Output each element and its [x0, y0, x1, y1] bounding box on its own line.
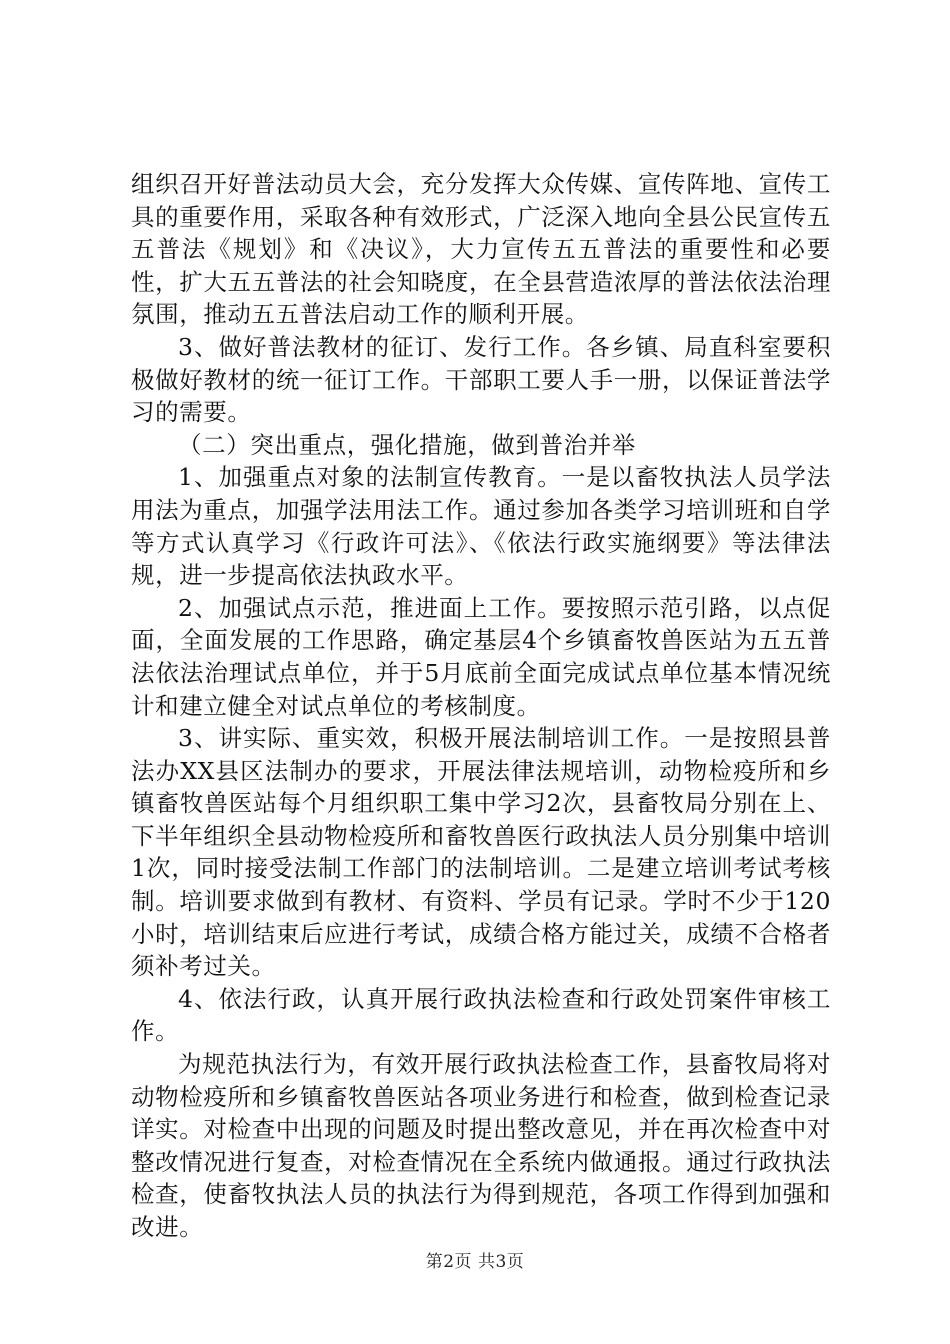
paragraph-inspection-details: 为规范执法行为，有效开展行政执法检查工作，县畜牧局将对动物检疫所和乡镇畜牧兽医站各项业务进行和检查，做到检查记录详实。对检查中出现的问题及时提出整改意见，并在再次检查中对整改情况进行复查，对检查情况在全系统内做通报。通过行政执法检查，使畜牧执法人员的执法行为得到规范，各项工作得到加强和改进。	[131, 1050, 831, 1241]
document-body	[131, 168, 831, 1244]
page-number-footer: 第2页 共3页	[425, 1252, 525, 1272]
paragraph-legal-training: 3、讲实际、重实效，积极开展法制培训工作。一是按照县普法办XX县区法制办的要求，开展法律法规培训，动物检疫所和乡镇畜牧兽医站每个月组织职工集中学习2次，县畜牧局分别在上、下半年组织全县动物检疫所和畜牧兽医行政执法人员分别集中培训1次，同时接受法制工作部门的法制培训。二是建立培训考试考核制。培训要求做到有教材、有资料、学员有记录。学时不少于120小时，培训结束后应进行考试，成绩合格方能过关，成绩不合格者须补考过关。	[131, 724, 831, 981]
paragraph-publicity-continuation: 组织召开好普法动员大会，充分发挥大众传媒、宣传阵地、宣传工具的重要作用，采取各种有效形式，广泛深入地向全县公民宣传五五普法《规划》和《决议》，大力宣传五五普法的重要性和必要性，扩大五五普法的社会知晓度，在全县营造浓厚的普法依法治理氛围，推动五五普法启动工作的顺利开展。	[131, 170, 831, 329]
paragraph-teaching-materials: 3、做好普法教材的征订、发行工作。各乡镇、局直科室要积极做好教材的统一征订工作。干部职工要人手一册，以保证普法学习的需要。	[131, 332, 831, 427]
paragraph-pilot-demonstration: 2、加强试点示范，推进面上工作。要按照示范引路，以点促面，全面发展的工作思路，确定基层4个乡镇畜牧兽医站为五五普法依法治理试点单位，并于5月底前全面完成试点单位基本情况统计和建立健全对试点单位的考核制度。	[131, 593, 831, 720]
paragraph-key-targets: 1、加强重点对象的法制宣传教育。一是以畜牧执法人员学法用法为重点，加强学法用法工作。通过参加各类学习培训班和自学等方式认真学习《行政许可法》、《依法行政实施纲要》等法律法规，进一步提高依法执政水平。	[131, 463, 831, 590]
paragraph-law-enforcement: 4、依法行政，认真开展行政执法检查和行政处罚案件审核工作。	[131, 984, 831, 1046]
section-heading-key-points: （二）突出重点，强化措施，做到普治并举	[178, 430, 636, 459]
